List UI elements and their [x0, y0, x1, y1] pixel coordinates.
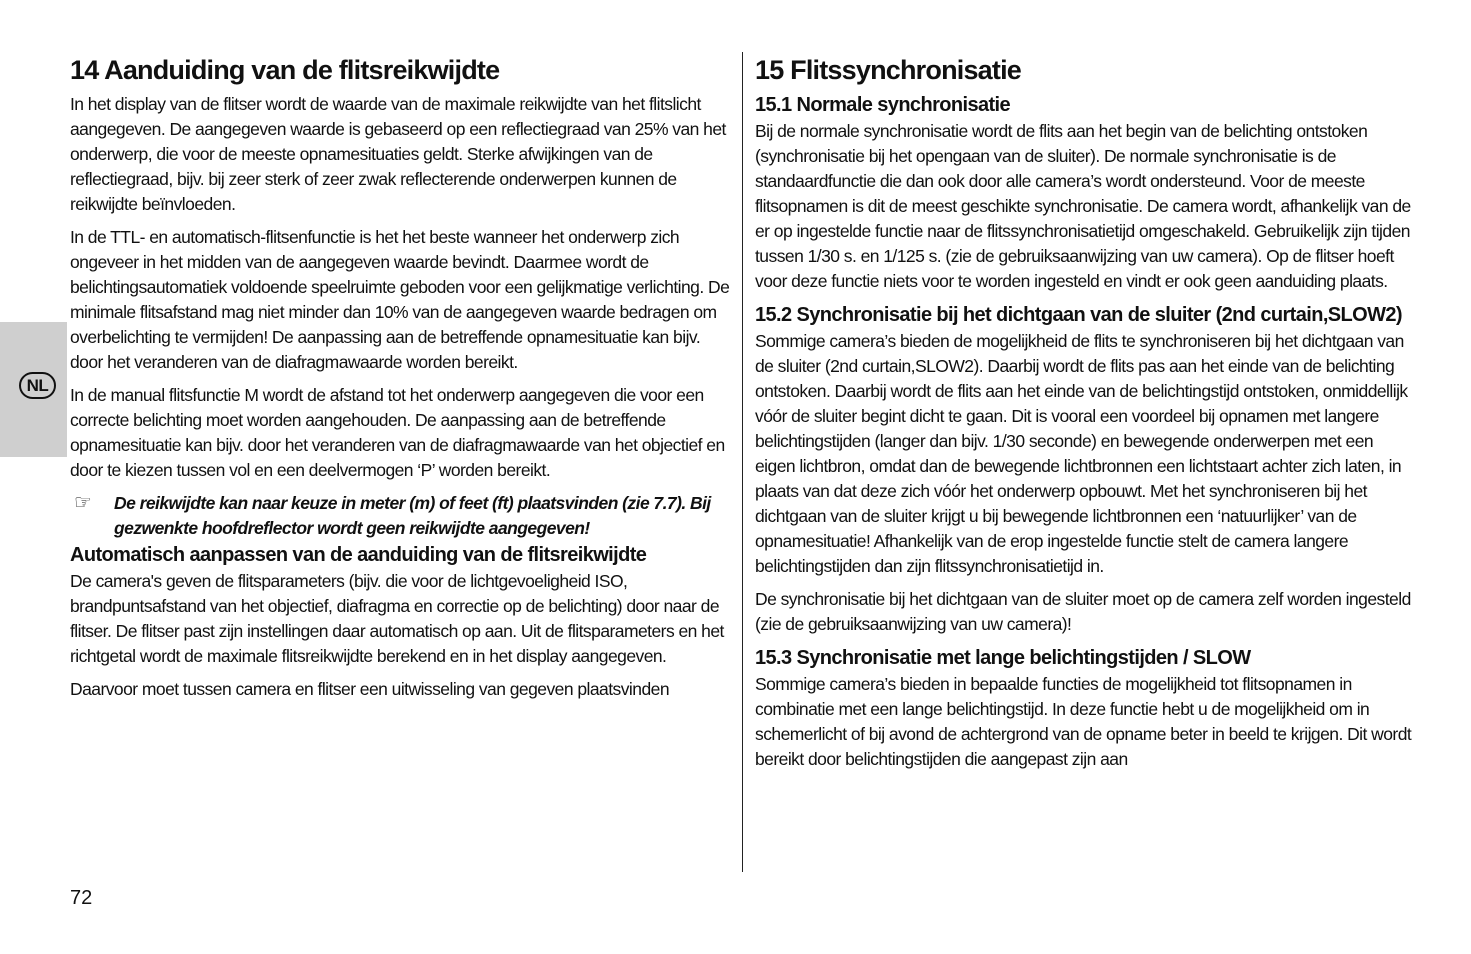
subheading-automatic: Automatisch aanpassen van de aanduiding van de flitsreikwijdte: [70, 544, 647, 566]
right-column: [755, 52, 1415, 780]
paragraph: Sommige camera’s bieden in bepaalde functies de mogelijkheid tot flitsopnamen in combinatie met een lange belichtingstijd. In deze functie hebt u de mogelijkheid om in schemerlicht of bij avond de achtergrond van de opname beter in beeld te krijgen. Dit wordt bereikt door belichtingstijden die aangepast zijn aan: [755, 674, 1412, 769]
paragraph: Sommige camera’s bieden de mogelijkheid de flits te synchroniseren bij het dichtgaan van de sluiter (2nd curtain,SLOW2). Daarbij wordt de flits pas aan het einde van de belichting ontstoken. Daarbij wordt de flits aan het einde van de belichtingstijd ontstoken, onmiddellijk vóór de sluiter begint dicht te gaan. Dit is vooral een voordeel bij opnamen met langere belichtingstijden (langer dan bijv. 1/30 seconde) en bewegende onderwerpen met een eigen lichtbron, omdat dan de bewegende lichtbronnen een lichtstaart achter zich laten, in plaats van dat deze zich vóór het onderwerp opbouwt. Met het synchroniseren bij het dichtgaan van de sluiter krijgt u bij bewegende lichtbronnen een ‘natuurlijker’ van de opnamesituatie! Afhankelijk van de erop ingestelde functie stelt de camera langere belichtingstijden dan zijn flitssynchronisatietijd in.: [755, 331, 1408, 576]
subheading-15-3: 15.3 Synchronisatie met lange belichtingstijden / SLOW: [755, 647, 1251, 669]
section-heading-14: 14 Aanduiding van de flitsreikwijdte: [70, 55, 500, 85]
page-number: 72: [70, 887, 93, 909]
paragraph: In het display van de flitser wordt de waarde van de maximale reikwijdte van het flitslicht aangegeven. De aangegeven waarde is gebaseerd op een reflectiegraad van 25% van het onderwerp, die voor de meeste opnamesituaties geldt. Sterke afwijkingen van de reflectiegraad, bijv. bij zeer sterk of zeer zwak reflecterende onderwerpen kunnen de reikwijdte beïnvloeden.: [70, 94, 726, 214]
paragraph: Bij de normale synchronisatie wordt de flits aan het begin van de belichting ontstoken (synchronisatie bij het opengaan van de sluiter). De normale synchronisatie is de standaardfunctie die dan ook door alle camera’s wordt ondersteund. Voor de meeste flitsopnamen is dit de meest geschikte synchronisatie. De camera wordt, afhankelijk van de er op ingestelde functie naar de flitssynchronisatietijd omgeschakeld. Gebruikelijk zijn tijden tussen 1/30 s. en 1/125 s. (zie de gebruiksaanwijzing van uw camera). Op de flitser hoeft voor deze functie niets voor te worden ingesteld en vindt er ook geen aanduiding plaats.: [755, 121, 1411, 291]
note: [70, 491, 734, 541]
left-column: [70, 52, 734, 710]
column-divider: [742, 52, 743, 872]
pointing-hand-icon: ☞: [74, 492, 92, 514]
language-badge: NL: [19, 372, 56, 399]
paragraph: De camera's geven de flitsparameters (bijv. die voor de lichtgevoeligheid ISO, brandpuntsafstand van het objectief, diafragma en correctie op de belichting) door naar de flitser. De flitser past zijn instellingen daar automatisch op aan. Uit de flitsparameters en het richtgetal wordt de maximale flitsreikwijdte berekend en in het display aangegeven.: [70, 571, 724, 666]
paragraph: De synchronisatie bij het dichtgaan van de sluiter moet op de camera zelf worden ingesteld (zie de gebruiksaanwijzing van uw camera)!: [755, 589, 1411, 634]
paragraph: In de manual flitsfunctie M wordt de afstand tot het onderwerp aangegeven die voor een correcte belichting moet worden aangehouden. De aanpassing aan de betreffende opnamesituatie kan bijv. door het veranderen van de diafragmawaarde van het objectief en door te kiezen tussen vol en een deelvermogen ‘P’ worden bereikt.: [70, 385, 725, 480]
section-heading-15: 15 Flitssynchronisatie: [755, 55, 1022, 85]
subheading-15-1: 15.1 Normale synchronisatie: [755, 94, 1011, 116]
paragraph: In de TTL- en automatisch-flitsenfunctie is het het beste wanneer het onderwerp zich ongeveer in het midden van de aangegeven waarde bevindt. Daarmee wordt de belichtingsautomatiek voldoende speelruimte geboden voor een gelijkmatige verlichting. De minimale flitsafstand mag niet minder dan 10% van de aangegeven waarde bedragen om overbelichting te vermijden! De aanpassing aan de betreffende opnamesituatie kan bijv. door het veranderen van de diafragmawaarde worden bereikt.: [70, 227, 730, 372]
paragraph: Daarvoor moet tussen camera en flitser een uitwisseling van gegeven plaatsvinden: [70, 679, 669, 699]
note-text: De reikwijdte kan naar keuze in meter (m) of feet (ft) plaatsvinden (zie 7.7). Bij gezwenkte hoofdreflector wordt geen reikwijdte aangegeven!: [114, 493, 711, 538]
subheading-15-2: 15.2 Synchronisatie bij het dichtgaan van de sluiter (2nd curtain,SLOW2): [755, 304, 1402, 326]
